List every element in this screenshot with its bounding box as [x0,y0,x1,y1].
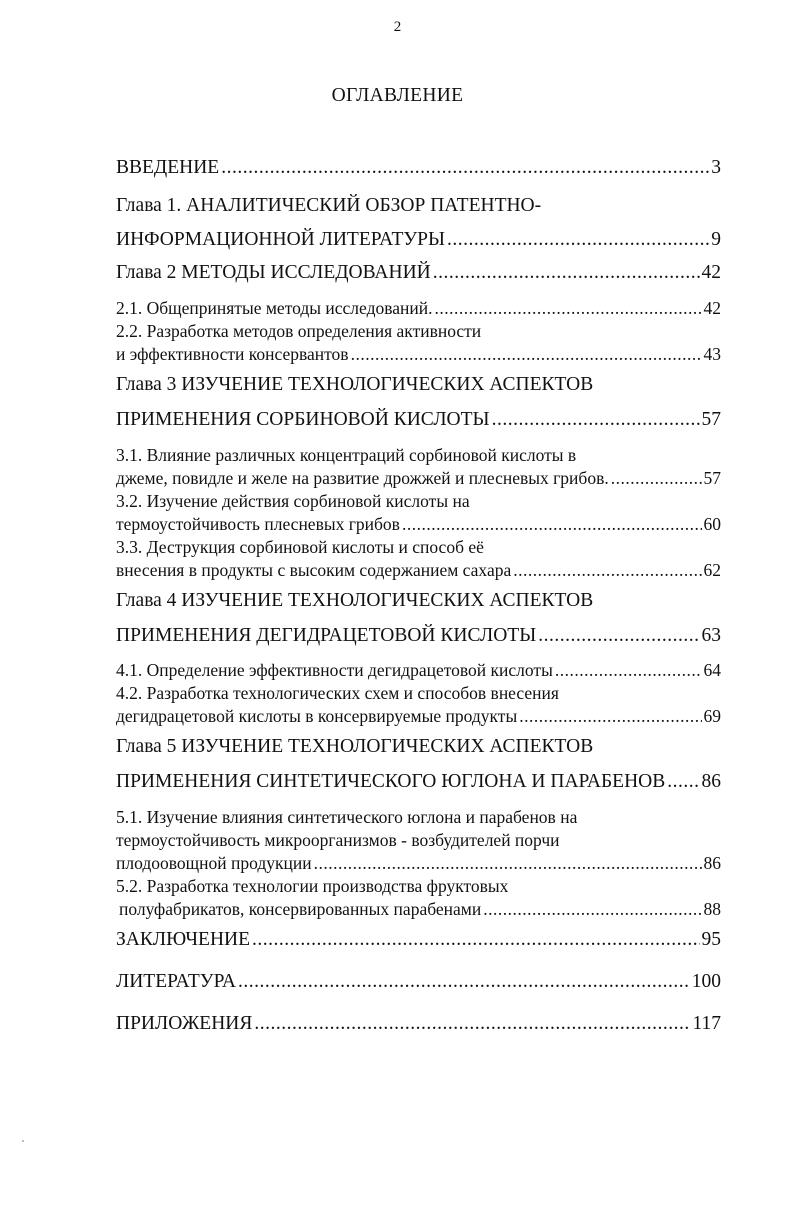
toc-entry-page: 57 [703,468,721,488]
page-number: 2 [393,19,402,35]
dot-leader [252,929,699,951]
dot-leader [433,262,700,284]
toc-entry-section-3-2[interactable] [116,491,721,512]
toc-entry-text: Глава 3 ИЗУЧЕНИЕ ТЕХНОЛОГИЧЕСКИХ АСПЕКТОВ [116,374,594,395]
toc-entry-text: 5.2. Разработка технологии производства фруктовых [116,876,509,896]
toc-entry-text: внесения в продукты с высоким содержанием сахара [116,560,512,580]
toc-entry-text: плодоовощной продукции [116,853,312,873]
toc-entry-text: 5.1. Изучение влияния синтетического юглона и парабенов на [116,807,578,827]
toc-entry-page: 42 [701,262,721,283]
dot-leader [492,409,700,431]
toc-entry-page: 100 [691,971,721,992]
toc-entry-text: Глава 1. АНАЛИТИЧЕСКИЙ ОБЗОР ПАТЕНТНО- [116,195,542,216]
toc-entry-text: 4.1. Определение эффективности дегидрацетовой кислоты [116,660,553,680]
dot-leader [519,706,701,727]
toc-entry-chapter-5[interactable] [116,736,721,758]
toc-entry-appendices[interactable] [116,1013,721,1035]
toc-entry-page: 64 [703,660,721,680]
toc-entry-section-5-1-cont[interactable] [116,830,721,851]
toc-entry-text: ЗАКЛЮЧЕНИЕ [116,929,251,950]
toc-entry-page: 57 [701,409,721,430]
toc-entry-text: ВВЕДЕНИЕ [116,157,220,178]
toc-entry-chapter-4-cont[interactable] [116,625,721,647]
dot-leader [611,468,702,489]
toc-entry-page: 43 [703,344,721,364]
dot-leader [314,853,702,874]
toc-entry-chapter-5-cont[interactable] [116,771,721,793]
toc-entry-page: 86 [703,853,721,873]
toc-entry-text: 3.1. Влияние различных концентраций сорбиновой кислоты в [116,445,577,465]
dot-leader [555,660,702,681]
toc-entry-text: Глава 4 ИЗУЧЕНИЕ ТЕХНОЛОГИЧЕСКИХ АСПЕКТОВ [116,590,594,611]
toc-entry-section-3-1[interactable] [116,445,721,466]
toc-entry-text: и эффективности консервантов [116,344,349,364]
toc-entry-section-2-2[interactable] [116,321,721,342]
toc-entry-text: термоустойчивость плесневых грибов [116,514,400,534]
toc-entry-section-3-3-cont[interactable] [116,560,721,581]
toc-entry-section-4-1[interactable] [116,660,721,681]
toc-entry-chapter-1[interactable] [116,195,721,217]
dot-leader [667,771,699,793]
toc-entry-chapter-4[interactable] [116,590,721,612]
dot-leader [513,560,701,581]
toc-entry-section-5-2-cont[interactable] [116,899,721,920]
dot-leader [435,298,702,319]
toc-entry-section-2-2-cont[interactable] [116,344,721,365]
toc-entry-chapter-3[interactable] [116,374,721,396]
toc-entry-page: 42 [703,298,721,318]
toc-entry-section-5-2[interactable] [116,876,721,897]
dot-leader [238,971,690,993]
toc-entry-text: ИНФОРМАЦИОННОЙ ЛИТЕРАТУРЫ [116,229,446,250]
toc-entry-text: 3.3. Деструкция сорбиновой кислоты и способ её [116,537,484,557]
toc-entry-text: Глава 2 МЕТОДЫ ИССЛЕДОВАНИЙ [116,262,431,283]
dot-leader [538,625,699,647]
dot-leader [402,514,702,535]
toc-entry-page: 60 [703,514,721,534]
dot-leader [351,344,702,365]
toc-entry-page: 117 [692,1013,721,1034]
toc-entry-section-5-1-cont2[interactable] [116,853,721,874]
toc-entry-text: ПРИМЕНЕНИЯ СОРБИНОВОЙ КИСЛОТЫ [116,409,490,430]
toc-entry-text: ПРИМЕНЕНИЯ ДЕГИДРАЦЕТОВОЙ КИСЛОТЫ [116,625,537,646]
toc-entry-text: дегидрацетовой кислоты в консервируемые продукты [116,706,518,726]
toc-entry-chapter-3-cont[interactable] [116,409,721,431]
toc-entry-text: 2.2. Разработка методов определения активности [116,321,482,341]
toc-entry-text: 4.2. Разработка технологических схем и способов внесения [116,683,559,703]
toc-entry-section-4-2-cont[interactable] [116,706,721,727]
dot-leader [483,899,701,920]
toc-entry-text: термоустойчивость микроорганизмов - возбудителей порчи [116,830,560,850]
toc-entry-page: 86 [701,771,721,792]
toc-entry-literature[interactable] [116,971,721,993]
toc-entry-introduction[interactable] [116,157,721,179]
dot-leader [447,229,709,251]
toc-entry-text: 2.1. Общепринятые методы исследований. [116,298,433,318]
toc-entry-text: ПРИЛОЖЕНИЯ [116,1013,253,1034]
toc-entry-page: 88 [703,899,721,919]
toc-entry-text: джеме, повидле и желе на развитие дрожжей и плесневых грибов. [116,468,609,488]
toc-entry-page: 63 [701,625,721,646]
toc-entry-page: 69 [703,706,721,726]
dot-leader [254,1013,690,1035]
toc-entry-section-3-1-cont[interactable] [116,468,721,489]
toc-entry-chapter-1-cont[interactable] [116,229,721,251]
toc-entry-page: 3 [711,157,721,178]
toc-entry-text: полуфабрикатов, консервированных парабенами [119,899,482,919]
toc-entry-section-4-2[interactable] [116,683,721,704]
toc-entry-text: Глава 5 ИЗУЧЕНИЕ ТЕХНОЛОГИЧЕСКИХ АСПЕКТОВ [116,736,594,757]
toc-entry-text: 3.2. Изучение действия сорбиновой кислоты на [116,491,470,511]
toc-entry-section-3-2-cont[interactable] [116,514,721,535]
toc-entry-page: 95 [701,929,721,950]
dot-leader [221,157,709,179]
toc-entry-section-3-3[interactable] [116,537,721,558]
toc-entry-section-2-1[interactable] [116,298,721,319]
toc-entry-text: ЛИТЕРАТУРА [116,971,236,992]
toc-entry-text: ПРИМЕНЕНИЯ СИНТЕТИЧЕСКОГО ЮГЛОНА И ПАРАБЕНОВ [116,771,666,792]
toc-entry-conclusion[interactable] [116,929,721,951]
toc-entry-section-5-1[interactable] [116,807,721,828]
toc-entry-page: 62 [703,560,721,580]
scan-speck [22,1140,24,1142]
toc-title: ОГЛАВЛЕНИЕ [331,85,464,106]
toc-entry-chapter-2[interactable] [116,262,721,284]
toc-entry-page: 9 [711,229,721,250]
